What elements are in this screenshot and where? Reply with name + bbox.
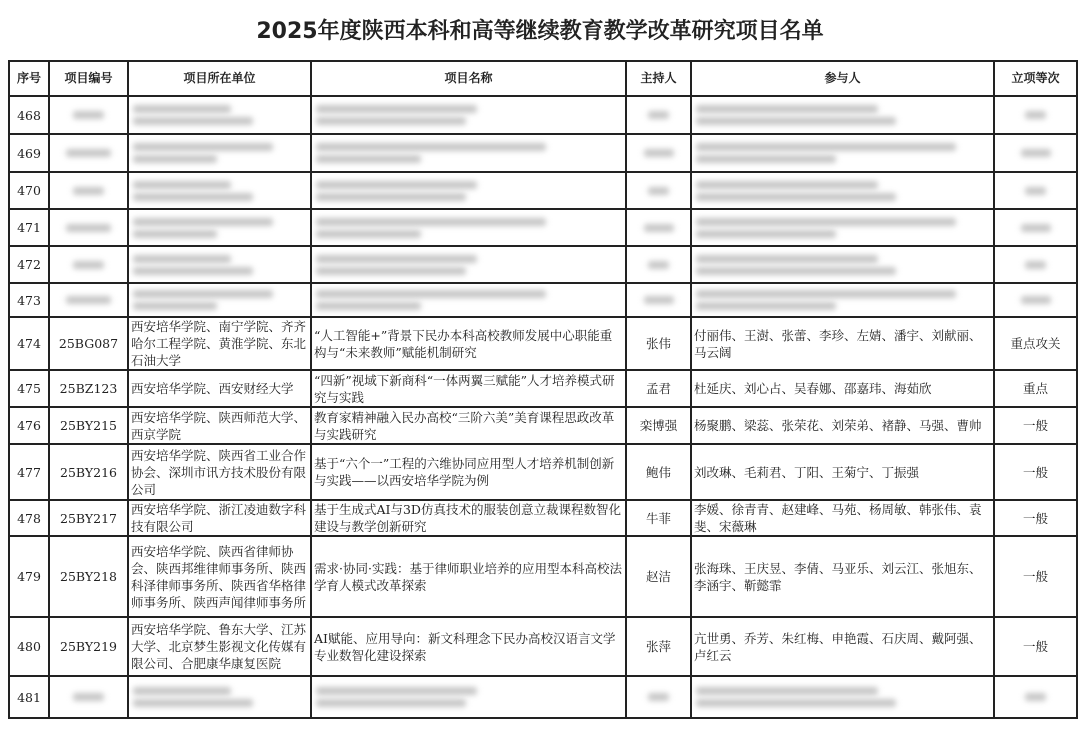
redacted-text [133, 181, 231, 189]
redacted-text [133, 230, 217, 238]
table-row [9, 500, 1077, 536]
table-row-redacted [9, 96, 1077, 134]
redacted-cell [626, 172, 691, 209]
redacted-cell [994, 172, 1077, 209]
row-index: 468 [9, 96, 49, 134]
redacted-cell [626, 676, 691, 718]
redacted-text [133, 143, 273, 151]
header-members: 参与人 [691, 61, 994, 96]
redacted-cell [626, 134, 691, 172]
redacted-cell [626, 283, 691, 317]
redacted-text [696, 230, 836, 238]
page-title: 2025年度陕西本科和高等继续教育教学改革研究项目名单 [256, 19, 824, 44]
redacted-cell [128, 134, 311, 172]
redacted-text [644, 224, 674, 232]
redacted-cell [626, 96, 691, 134]
redacted-text [316, 302, 421, 310]
redacted-text [696, 193, 896, 201]
project-level: 一般 [994, 444, 1077, 500]
redacted-cell [311, 209, 626, 246]
header-code: 项目编号 [49, 61, 128, 96]
redacted-cell [691, 134, 994, 172]
row-index: 476 [9, 407, 49, 444]
header-leader: 主持人 [626, 61, 691, 96]
project-unit: 西安培华学院、陕西师范大学、西京学院 [128, 407, 311, 444]
redacted-text [133, 155, 217, 163]
project-code: 25BY215 [49, 407, 128, 444]
redacted-cell [49, 246, 128, 283]
row-index: 481 [9, 676, 49, 718]
redacted-cell [691, 96, 994, 134]
header-level: 立项等次 [994, 61, 1077, 96]
row-index: 479 [9, 536, 49, 617]
project-name: “四新”视域下新商科“一体两翼三赋能”人才培养模式研究与实践 [311, 370, 626, 407]
redacted-text [696, 105, 878, 113]
redacted-text [644, 296, 674, 304]
redacted-cell [49, 283, 128, 317]
project-code: 25BG087 [49, 317, 128, 370]
row-index: 472 [9, 246, 49, 283]
redacted-text [66, 149, 111, 157]
redacted-text [696, 117, 896, 125]
project-members: 杨聚鹏、梁蕊、张荣花、刘荣弟、褚静、马强、曹帅 [691, 407, 994, 444]
table-row [9, 370, 1077, 407]
redacted-text [696, 290, 956, 298]
redacted-cell [311, 172, 626, 209]
project-code: 25BY219 [49, 617, 128, 676]
row-index: 475 [9, 370, 49, 407]
table-row [9, 317, 1077, 370]
row-index: 480 [9, 617, 49, 676]
redacted-text [133, 105, 231, 113]
project-code: 25BZ123 [49, 370, 128, 407]
table-row-redacted [9, 676, 1077, 718]
project-unit: 西安培华学院、浙江凌迪数字科技有限公司 [128, 500, 311, 536]
header-unit: 项目所在单位 [128, 61, 311, 96]
redacted-cell [994, 676, 1077, 718]
row-index: 473 [9, 283, 49, 317]
redacted-text [66, 296, 111, 304]
redacted-text [316, 230, 421, 238]
redacted-text [696, 181, 878, 189]
redacted-cell [311, 134, 626, 172]
project-level: 一般 [994, 617, 1077, 676]
redacted-text [696, 155, 836, 163]
row-index: 469 [9, 134, 49, 172]
redacted-text [133, 302, 217, 310]
redacted-cell [994, 134, 1077, 172]
redacted-text [696, 302, 836, 310]
redacted-text [133, 255, 231, 263]
redacted-cell [128, 676, 311, 718]
project-members: 付丽伟、王澍、张蕾、李珍、左婧、潘宇、刘献丽、马云阔 [691, 317, 994, 370]
redacted-text [696, 687, 878, 695]
header-name: 项目名称 [311, 61, 626, 96]
redacted-text [66, 224, 111, 232]
redacted-text [133, 218, 273, 226]
row-index: 474 [9, 317, 49, 370]
project-members: 亢世勇、乔芳、朱红梅、申艳霞、石庆周、戴阿强、卢红云 [691, 617, 994, 676]
project-leader: 赵洁 [626, 536, 691, 617]
redacted-cell [128, 246, 311, 283]
redacted-text [648, 261, 669, 269]
redacted-cell [994, 283, 1077, 317]
table-row-redacted [9, 209, 1077, 246]
project-leader: 张伟 [626, 317, 691, 370]
table-header-row [9, 61, 1077, 96]
redacted-cell [691, 676, 994, 718]
redacted-text [1025, 261, 1046, 269]
redacted-text [73, 111, 105, 119]
redacted-text [316, 255, 477, 263]
redacted-cell [128, 96, 311, 134]
project-members: 张海珠、王庆昱、李倩、马亚乐、刘云江、张旭东、李涵宇、靳懿霏 [691, 536, 994, 617]
project-leader: 孟君 [626, 370, 691, 407]
project-level: 一般 [994, 536, 1077, 617]
redacted-cell [626, 209, 691, 246]
table-row [9, 536, 1077, 617]
project-name: 教育家精神融入民办高校“三阶六美”美育课程思政改革与实践研究 [311, 407, 626, 444]
redacted-text [73, 261, 105, 269]
redacted-cell [994, 96, 1077, 134]
table-row [9, 444, 1077, 500]
redacted-cell [49, 172, 128, 209]
redacted-cell [128, 172, 311, 209]
project-leader: 栾博强 [626, 407, 691, 444]
redacted-cell [311, 246, 626, 283]
redacted-text [1025, 693, 1046, 701]
redacted-text [1021, 149, 1051, 157]
redacted-cell [49, 134, 128, 172]
row-index: 470 [9, 172, 49, 209]
redacted-text [648, 187, 669, 195]
redacted-cell [626, 246, 691, 283]
redacted-cell [128, 283, 311, 317]
project-leader: 牛菲 [626, 500, 691, 536]
redacted-text [1021, 224, 1051, 232]
redacted-cell [691, 283, 994, 317]
table-row [9, 617, 1077, 676]
redacted-cell [128, 209, 311, 246]
redacted-text [316, 267, 466, 275]
redacted-text [316, 218, 546, 226]
project-table [8, 60, 1078, 719]
project-members: 刘改琳、毛莉君、丁阳、王菊宁、丁振强 [691, 444, 994, 500]
project-name: 需求·协同·实践：基于律师职业培养的应用型本科高校法学育人模式改革探索 [311, 536, 626, 617]
redacted-text [648, 111, 669, 119]
redacted-cell [311, 283, 626, 317]
header-index: 序号 [9, 61, 49, 96]
project-name: 基于生成式AI与3D仿真技术的服装创意立裁课程数智化建设与教学创新研究 [311, 500, 626, 536]
redacted-cell [49, 96, 128, 134]
redacted-cell [994, 246, 1077, 283]
project-unit: 西安培华学院、南宁学院、齐齐哈尔工程学院、黄淮学院、东北石油大学 [128, 317, 311, 370]
redacted-text [316, 181, 477, 189]
redacted-text [73, 187, 105, 195]
project-level: 一般 [994, 500, 1077, 536]
redacted-text [133, 687, 231, 695]
table-row [9, 407, 1077, 444]
redacted-text [316, 290, 546, 298]
project-unit: 西安培华学院、陕西省律师协会、陕西邦维律师事务所、陕西科泽律师事务所、陕西省华格律师事务所、陕西声闻律师事务所 [128, 536, 311, 617]
redacted-text [696, 255, 878, 263]
row-index: 477 [9, 444, 49, 500]
project-unit: 西安培华学院、西安财经大学 [128, 370, 311, 407]
redacted-text [316, 105, 477, 113]
project-level: 一般 [994, 407, 1077, 444]
project-code: 25BY216 [49, 444, 128, 500]
redacted-cell [311, 96, 626, 134]
redacted-cell [691, 172, 994, 209]
project-name: AI赋能、应用导向：新文科理念下民办高校汉语言文学专业数智化建设探索 [311, 617, 626, 676]
redacted-cell [691, 246, 994, 283]
redacted-text [133, 117, 253, 125]
redacted-text [316, 687, 477, 695]
redacted-text [1025, 187, 1046, 195]
redacted-text [696, 218, 956, 226]
redacted-cell [311, 676, 626, 718]
table-row-redacted [9, 172, 1077, 209]
project-code: 25BY217 [49, 500, 128, 536]
redacted-text [696, 143, 956, 151]
redacted-text [696, 699, 896, 707]
table-row-redacted [9, 283, 1077, 317]
row-index: 471 [9, 209, 49, 246]
redacted-text [316, 143, 546, 151]
table-row-redacted [9, 246, 1077, 283]
project-leader: 鲍伟 [626, 444, 691, 500]
row-index: 478 [9, 500, 49, 536]
redacted-text [133, 699, 253, 707]
project-unit: 西安培华学院、鲁东大学、江苏大学、北京梦生影视文化传媒有限公司、合肥康华康复医院 [128, 617, 311, 676]
table-row-redacted [9, 134, 1077, 172]
project-level: 重点 [994, 370, 1077, 407]
redacted-text [648, 693, 669, 701]
redacted-text [1021, 296, 1051, 304]
redacted-cell [994, 209, 1077, 246]
project-members: 杜延庆、刘心占、吴春娜、邵嘉玮、海茹欣 [691, 370, 994, 407]
redacted-text [1025, 111, 1046, 119]
redacted-text [316, 699, 466, 707]
redacted-text [133, 193, 253, 201]
redacted-text [316, 117, 466, 125]
redacted-text [133, 290, 273, 298]
project-name: “人工智能+”背景下民办本科高校教师发展中心职能重构与“未来教师”赋能机制研究 [311, 317, 626, 370]
project-members: 李媛、徐青青、赵建峰、马苑、杨周敏、韩张伟、袁斐、宋薇琳 [691, 500, 994, 536]
project-level: 重点攻关 [994, 317, 1077, 370]
redacted-cell [49, 676, 128, 718]
project-leader: 张萍 [626, 617, 691, 676]
redacted-text [696, 267, 896, 275]
redacted-cell [691, 209, 994, 246]
redacted-text [73, 693, 105, 701]
redacted-cell [49, 209, 128, 246]
redacted-text [644, 149, 674, 157]
redacted-text [316, 155, 421, 163]
redacted-text [133, 267, 253, 275]
project-code: 25BY218 [49, 536, 128, 617]
redacted-text [316, 193, 466, 201]
project-name: 基于“六个一”工程的六维协同应用型人才培养机制创新与实践——以西安培华学院为例 [311, 444, 626, 500]
project-unit: 西安培华学院、陕西省工业合作协会、深圳市讯方技术股份有限公司 [128, 444, 311, 500]
